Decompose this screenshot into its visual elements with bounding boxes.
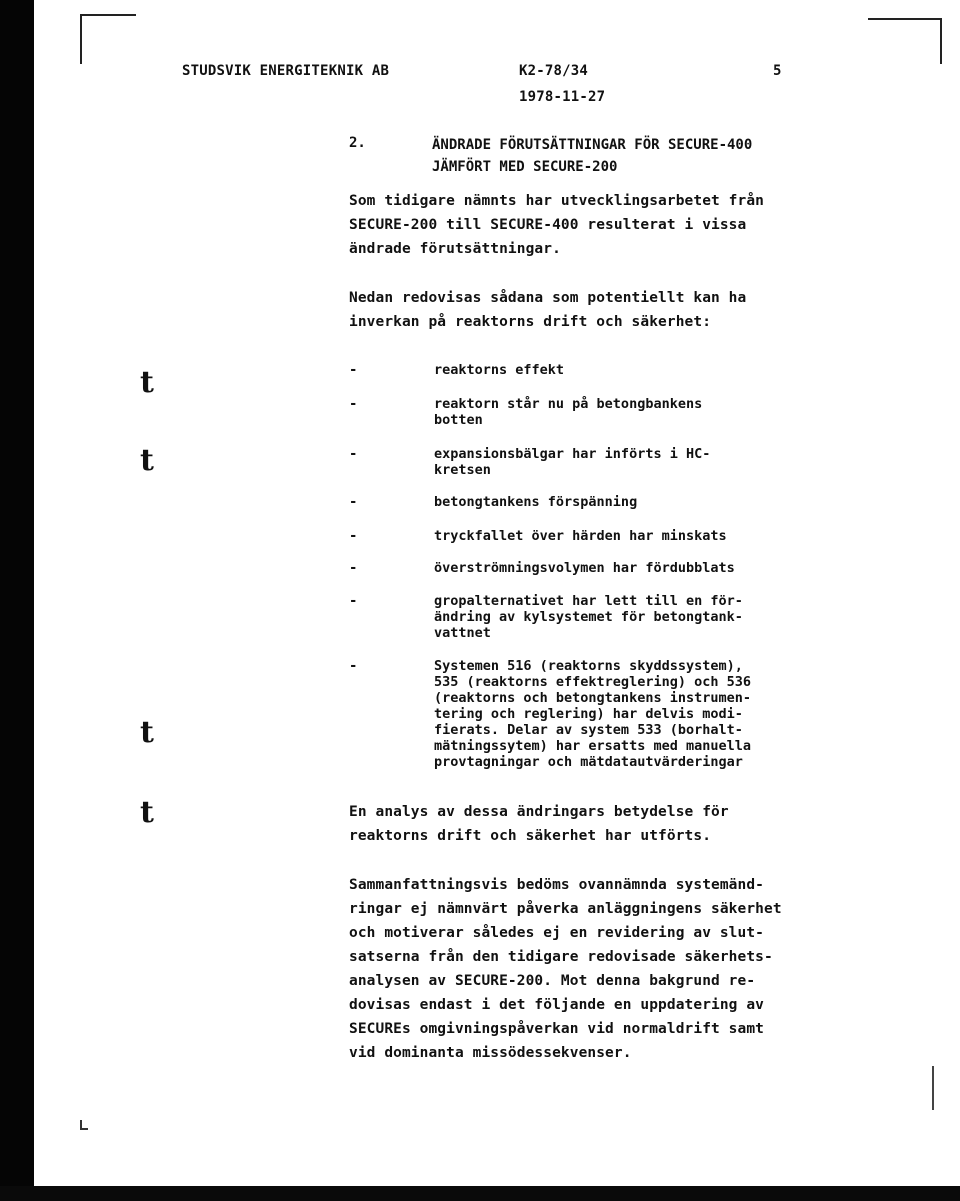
list-item-line: expansionsbälgar har införts i HC-: [434, 446, 711, 462]
crop-mark-top-left: [80, 14, 82, 64]
paragraph-line: inverkan på reaktorns drift och säkerhet:: [349, 314, 712, 330]
intro-paragraph: [349, 189, 819, 261]
paragraph-line: analysen av SECURE-200. Mot denna bakgrund re-: [349, 973, 756, 989]
crop-mark-bottom-left-h: [80, 1128, 88, 1130]
list-item-line: Systemen 516 (reaktorns skyddssystem),: [434, 658, 743, 674]
document-date: 1978-11-27: [519, 89, 606, 105]
list-item-line: tryckfallet över härden har minskats: [434, 528, 727, 544]
margin-change-mark: t: [140, 443, 154, 478]
paragraph-line: och motiverar således ej en revidering av slut-: [349, 925, 764, 941]
margin-change-mark: t: [140, 715, 154, 750]
list-dash: -: [349, 658, 358, 674]
company-name: STUDSVIK ENERGITEKNIK AB: [182, 63, 390, 79]
list-item-line: reaktorn står nu på betongbankens: [434, 396, 703, 412]
paragraph-line: ändrade förutsättningar.: [349, 241, 561, 257]
margin-change-mark: t: [140, 795, 154, 830]
list-dash: -: [349, 593, 358, 609]
list-item-line: reaktorns effekt: [434, 362, 565, 378]
list-item-line: provtagningar och mätdatautvärderingar: [434, 754, 743, 770]
crop-mark-bottom-right: [932, 1066, 934, 1110]
list-item-line: betongtankens förspänning: [434, 494, 638, 510]
paragraph-line: Sammanfattningsvis bedöms ovannämnda systemänd-: [349, 877, 764, 893]
crop-mark-top-left-h: [80, 14, 136, 16]
summary-paragraph: [349, 873, 819, 1065]
list-item-line: överströmningsvolymen har fördubblats: [434, 560, 735, 576]
list-dash: -: [349, 560, 358, 576]
list-dash: -: [349, 528, 358, 544]
list-item-line: (reaktorns och betongtankens instrumen-: [434, 690, 751, 706]
list-item-line: mätningssytem) har ersatts med manuella: [434, 738, 751, 754]
section-number: 2.: [349, 135, 366, 151]
list-dash: -: [349, 396, 358, 412]
analysis-paragraph: [349, 800, 819, 848]
scan-edge-left: [0, 0, 34, 1201]
list-dash: -: [349, 362, 358, 378]
section-title-line: ÄNDRADE FÖRUTSÄTTNINGAR FÖR SECURE-400: [432, 137, 753, 153]
section-title: [432, 134, 752, 178]
list-item-line: gropalternativet har lett till en för-: [434, 593, 743, 609]
crop-mark-top-right: [940, 18, 942, 64]
paragraph-line: En analys av dessa ändringars betydelse för: [349, 804, 729, 820]
crop-mark-top-right-h: [868, 18, 942, 20]
list-item-line: tering och reglering) har delvis modi-: [434, 706, 743, 722]
list-item-line: kretsen: [434, 462, 491, 478]
paragraph-line: SECUREs omgivningspåverkan vid normaldrift samt: [349, 1021, 764, 1037]
paragraph-line: vid dominanta missödessekvenser.: [349, 1045, 632, 1061]
list-item-line: botten: [434, 412, 483, 428]
list-item-line: vattnet: [434, 625, 491, 641]
paragraph-line: ringar ej nämnvärt påverka anläggningens säkerhet: [349, 901, 782, 917]
paragraph-line: dovisas endast i det följande en uppdatering av: [349, 997, 764, 1013]
list-item-line: fierats. Delar av system 533 (borhalt-: [434, 722, 743, 738]
lead-paragraph: [349, 286, 819, 334]
list-item-line: 535 (reaktorns effektreglering) och 536: [434, 674, 751, 690]
list-item-line: ändring av kylsystemet för betongtank-: [434, 609, 743, 625]
margin-change-mark: t: [140, 365, 154, 400]
paragraph-line: Nedan redovisas sådana som potentiellt kan ha: [349, 290, 747, 306]
paragraph-line: satserna från den tidigare redovisade säkerhets-: [349, 949, 773, 965]
list-dash: -: [349, 494, 358, 510]
page-number: 5: [773, 63, 782, 79]
section-title-line: JÄMFÖRT MED SECURE-200: [432, 159, 618, 175]
paragraph-line: SECURE-200 till SECURE-400 resulterat i vissa: [349, 217, 747, 233]
paragraph-line: reaktorns drift och säkerhet har utförts.: [349, 828, 712, 844]
paragraph-line: Som tidigare nämnts har utvecklingsarbetet från: [349, 193, 764, 209]
document-number: K2-78/34: [519, 63, 589, 79]
list-dash: -: [349, 446, 358, 462]
scan-edge-bottom: [0, 1186, 960, 1201]
